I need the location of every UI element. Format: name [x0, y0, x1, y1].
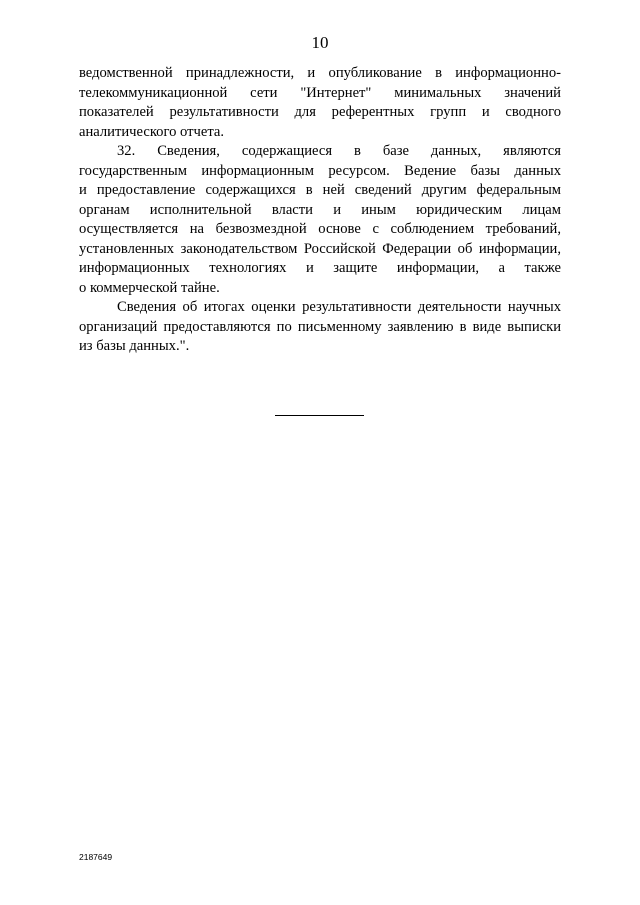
text-line: из базы данных.".	[79, 338, 190, 354]
document-body	[79, 64, 561, 357]
end-divider	[275, 415, 364, 416]
text-line: о коммерческой тайне.	[79, 279, 220, 296]
text-line: показателей результативности для референтных групп и сводного	[79, 104, 561, 120]
text-line: и предоставление содержащихся в ней сведений другим федеральным	[79, 182, 561, 198]
text-line: организаций предоставляются по письменному заявлению в виде выписки	[79, 318, 561, 335]
text-line: аналитического отчета.	[79, 123, 225, 140]
text-line: Сведения об итогах оценки результативности деятельности научных	[117, 299, 561, 315]
paragraph-32	[79, 142, 561, 298]
page-number: 10	[311, 33, 329, 52]
text-line: информационных технологиях и защите информации, а также	[79, 260, 561, 276]
text-line: государственным информационным ресурсом. Ведение базы данных	[79, 162, 561, 179]
document-code: 2187649	[79, 852, 113, 862]
paragraph-31-continuation	[79, 64, 561, 142]
text-line: ведомственной принадлежности, и опубликование в информационно-	[79, 65, 561, 81]
text-line: телекоммуникационной сети "Интернет" минимальных значений	[79, 84, 561, 101]
paragraph-closing	[79, 298, 561, 357]
text-line: органам исполнительной власти и иным юридическим лицам	[79, 201, 561, 218]
text-line: осуществляется на безвозмездной основе с соблюдением требований,	[79, 221, 561, 237]
text-line: установленных законодательством Российской Федерации об информации,	[79, 240, 561, 257]
text-line: 32. Сведения, содержащиеся в базе данных, являются	[117, 143, 561, 159]
